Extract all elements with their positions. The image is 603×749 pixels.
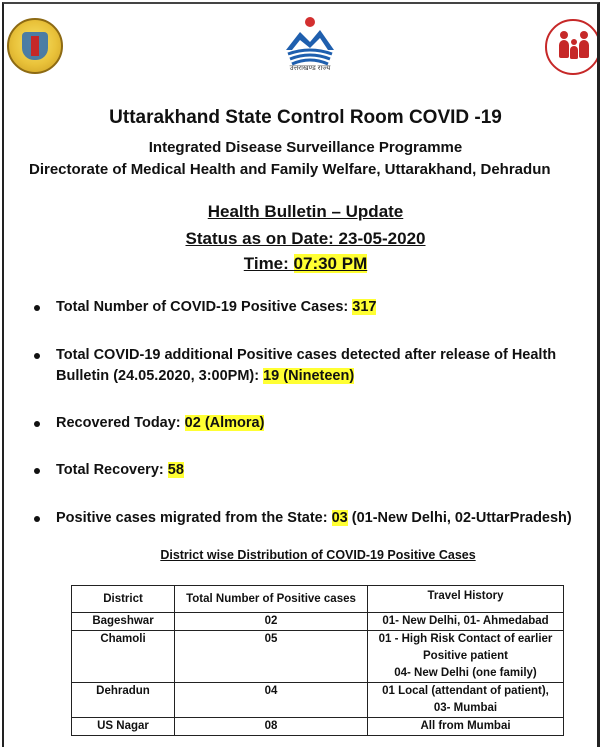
time-value: 07:30 PM [293, 254, 368, 273]
page-title: Uttarakhand State Control Room COVID -19 [109, 107, 502, 128]
national-health-mission-logo-icon [545, 19, 600, 75]
bullet-icon [34, 353, 40, 359]
district-cell: Dehradun [72, 683, 175, 718]
district-table [71, 585, 564, 736]
status-date: Status as on Date: 23-05-2020 [185, 229, 426, 248]
district-cell: Chamoli [72, 631, 175, 683]
total-recovery-value: 58 [167, 462, 184, 478]
additional-cases-value: 19 (Nineteen) [263, 368, 355, 384]
cases-cell: 08 [175, 718, 368, 736]
history-cell: 01- New Delhi, 01- Ahmedabad [368, 613, 564, 631]
column-header: Travel History [368, 586, 564, 613]
history-cell: 01 - High Risk Contact of earlier Positive patient 04- New Delhi (one family) [368, 631, 564, 683]
history-cell: All from Mumbai [368, 718, 564, 736]
table-row [72, 683, 564, 718]
total-cases-value: 317 [352, 299, 377, 315]
bulletin-page: उत्तराखण्ड राज्य Uttarakhand State Control Room COVID -19 Integrated Disease Surveillance Programme Directorate of Medical Health and Family Welfare, Uttarakhand, Dehradun Health Bulletin – Update Status as on Date: 23-05-2020 Time: 07:30 PM Total Number of COVID-19 Positive Cases: 317 Total COVID-19 additional Positive cases detected after release of Health Bulletin (24.05.2020, 3:00PM): 19 (Nineteen) Recovered Today: 02 (Almora) Total Recovery: 58 Positive cases migrated from the State: 03 (01-New Delhi, 02-UttarPradesh) District wise Distribution of COVID-19 Positive Cases District Total Number of Positive cases Travel History Bageshwar 02 01- New Delhi, 01- Ahmedabad Chamoli 05 01 - High Risk Contact of earlier Positive patient 04- New Delhi (one family) Dehradun 04 01 Local (attendant of patient), 03- Mumbai US Nagar 08 All from Mumbai [2, 2, 600, 747]
district-cell: US Nagar [72, 718, 175, 736]
history-cell: 01 Local (attendant of patient), 03- Mumbai [368, 683, 564, 718]
column-header: Total Number of Positive cases [175, 586, 368, 613]
bullet-icon [34, 516, 40, 522]
table-row [72, 613, 564, 631]
table-row [72, 631, 564, 683]
recovered-today-value: 02 (Almora) [184, 415, 265, 431]
district-cell: Bageshwar [72, 613, 175, 631]
cases-cell: 02 [175, 613, 368, 631]
bullet-icon [34, 421, 40, 427]
column-header: District [72, 586, 175, 613]
table-row [72, 718, 564, 736]
table-header-row [72, 586, 564, 613]
bullet-icon [34, 305, 40, 311]
programme-subtitle: Integrated Disease Surveillance Programme [148, 139, 463, 156]
bullet-icon [34, 468, 40, 474]
district-table-title: District wise Distribution of COVID-19 Positive Cases [160, 548, 476, 562]
cases-cell: 05 [175, 631, 368, 683]
bulletin-time: Time: 07:30 PM [243, 254, 368, 273]
directorate-line: Directorate of Medical Health and Family Welfare, Uttarakhand, Dehradun [29, 161, 551, 178]
state-caption: उत्तराखण्ड राज्य [289, 65, 331, 72]
cases-cell: 04 [175, 683, 368, 718]
health-department-seal-icon [7, 18, 63, 74]
migrated-cases-value: 03 [331, 510, 348, 526]
bulletin-heading: Health Bulletin – Update [207, 202, 404, 221]
